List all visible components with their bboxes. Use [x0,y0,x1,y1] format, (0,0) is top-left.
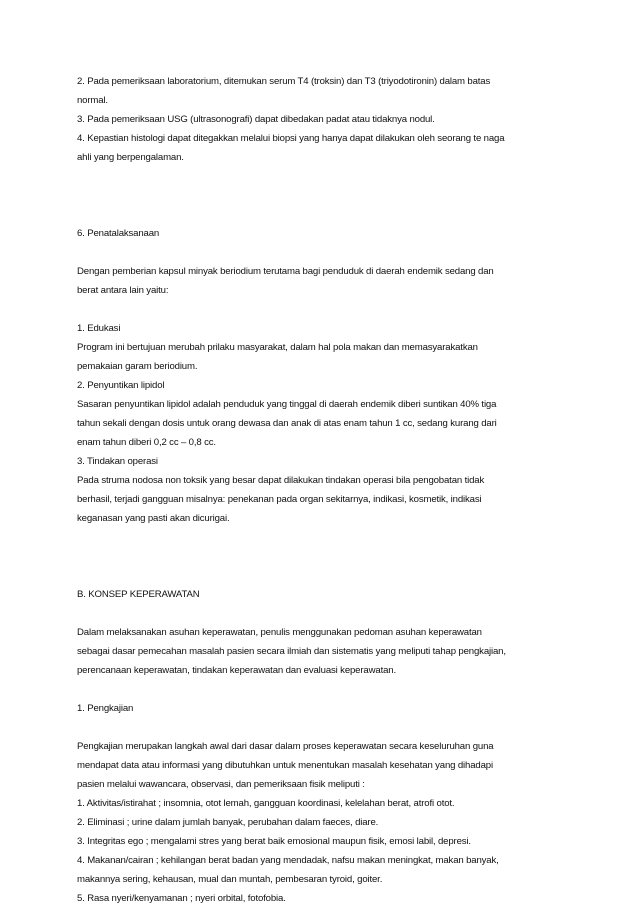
section-heading-penatalaksanaan: 6. Penatalaksanaan [77,228,160,239]
list-item: 1. Edukasi [77,323,121,334]
list-item: enam tahun diberi 0,2 cc – 0,8 cc. [77,437,216,448]
subsection-heading-pengkajian: 1. Pengkajian [77,703,134,714]
list-item: 3. Tindakan operasi [77,456,158,467]
document-body [77,72,567,908]
paragraph-line: 4. Kepastian histologi dapat ditegakkan melalui biopsi yang hanya dapat dilakukan oleh seorang te naga [77,133,505,144]
spacer [77,528,567,585]
paragraph-line: Dalam melaksanakan asuhan keperawatan, penulis menggunakan pedoman asuhan keperawatan [77,627,482,638]
paragraph-line: 2. Pada pemeriksaan laboratorium, ditemukan serum T4 (troksin) dan T3 (triyodotironin) dalam batas [77,76,491,87]
penatalaksanaan-list [77,319,567,528]
list-item: tahun sekali dengan dosis untuk orang dewasa dan anak di atas enam tahun 1 cc, sedang kurang dari [77,418,497,429]
spacer [77,718,567,737]
list-item: makannya sering, kehausan, mual dan muntah, pembesaran tyroid, goiter. [77,874,383,885]
list-item: 5. Rasa nyeri/kenyamanan ; nyeri orbital, fotofobia. [77,893,286,904]
paragraph-line: berat antara lain yaitu: [77,285,169,296]
list-item: pemakaian garam beriodium. [77,361,198,372]
list-item: keganasan yang pasti akan dicurigai. [77,513,230,524]
list-item: 2. Penyuntikan lipidol [77,380,165,391]
list-item: pasien melalui wawancara, observasi, dan pemeriksaan fisik meliputi : [77,779,365,790]
list-item: Sasaran penyuntikan lipidol adalah penduduk yang tinggal di daerah endemik diberi suntikan 40% tiga [77,399,497,410]
list-item: Pada struma nodosa non toksik yang besar dapat dilakukan tindakan operasi bila pengobatan tidak [77,475,485,486]
paragraph-line: Dengan pemberian kapsul minyak beriodium terutama bagi penduduk di daerah endemik sedang dan [77,266,494,277]
list-item: 2. Eliminasi ; urine dalam jumlah banyak, perubahan dalam faeces, diare. [77,817,379,828]
intro-block [77,72,567,167]
list-item: 4. Makanan/cairan ; kehilangan berat badan yang mendadak, nafsu makan meningkat, makan banyak, [77,855,499,866]
paragraph-line: 3. Pada pemeriksaan USG (ultrasonografi) dapat dibedakan padat atau tidaknya nodul. [77,114,435,125]
spacer [77,243,567,262]
spacer [77,300,567,319]
paragraph-line: ahli yang berpengalaman. [77,152,184,163]
list-item: berhasil, terjadi gangguan misalnya: penekanan pada organ sekitarnya, indikasi, kosmetik, indikasi [77,494,482,505]
list-item: mendapat data atau informasi yang dibutuhkan untuk menentukan masalah kesehatan yang dihadapi [77,760,493,771]
list-item: 3. Integritas ego ; mengalami stres yang berat baik emosional maupun fisik, emosi labil, depresi. [77,836,471,847]
paragraph-line: normal. [77,95,108,106]
spacer [77,167,567,224]
paragraph-line: sebagai dasar pemecahan masalah pasien secara ilmiah dan sistematis yang meliputi tahap pengkajian, [77,646,506,657]
pengkajian-list [77,737,567,908]
paragraph-line: perencanaan keperawatan, tindakan keperawatan dan evaluasi keperawatan. [77,665,396,676]
spacer [77,680,567,699]
list-item: 1. Aktivitas/istirahat ; insomnia, otot lemah, gangguan koordinasi, kelelahan berat, atrofi otot. [77,798,455,809]
list-item: Program ini bertujuan merubah prilaku masyarakat, dalam hal pola makan dan memasyarakatkan [77,342,478,353]
section-heading-konsep-keperawatan: B. KONSEP KEPERAWATAN [77,589,200,600]
spacer [77,604,567,623]
list-item: Pengkajian merupakan langkah awal dari dasar dalam proses keperawatan secara keseluruhan guna [77,741,494,752]
